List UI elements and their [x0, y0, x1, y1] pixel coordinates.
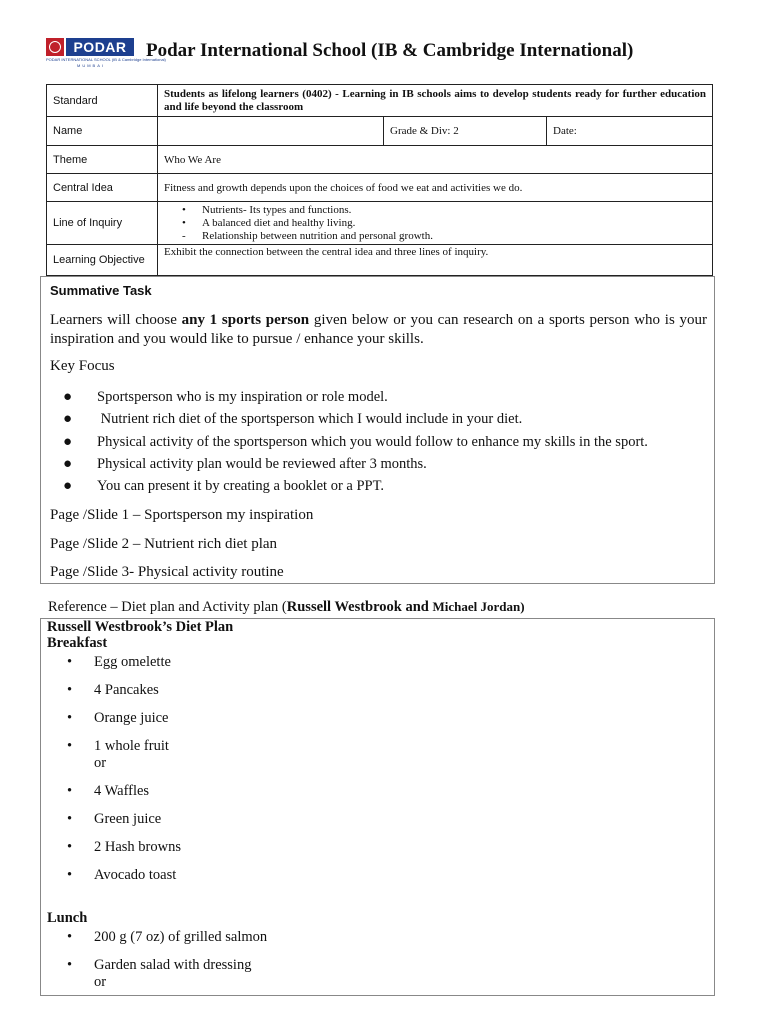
inquiry-list	[164, 204, 706, 243]
reference-line: Reference – Diet plan and Activity plan (Russell Westbrook and Michael Jordan)	[48, 599, 525, 615]
key-focus-item: ● Sportsperson who is my inspiration or role model.	[63, 389, 388, 405]
logo-subtitle: PODAR INTERNATIONAL SCHOOL (IB & Cambridge International)	[46, 57, 166, 62]
logo-emblem-icon	[46, 38, 64, 56]
or-connector: or	[94, 755, 107, 771]
slide-3-line: Page /Slide 3- Physical activity routine	[50, 564, 284, 580]
summative-intro: Learners will choose any 1 sports person given below or you can research on a sports person who is your inspiration and you would like to pursue / enhance your skills.	[50, 312, 707, 347]
school-name-title: Podar International School (IB & Cambridge International)	[146, 40, 634, 61]
line-of-inquiry-row	[47, 202, 713, 245]
learning-objective-value: Exhibit the connection between the central idea and three lines of inquiry.	[158, 245, 713, 276]
document-header	[46, 36, 736, 66]
central-idea-label: Central Idea	[47, 174, 158, 202]
bullet-icon: ●	[63, 478, 73, 495]
key-focus-item: ● Physical activity plan would be reviewed after 3 months.	[63, 455, 427, 472]
learning-objective-row	[47, 245, 713, 276]
standard-row	[47, 85, 713, 117]
theme-label: Theme	[47, 146, 158, 174]
key-focus-item: ● You can present it by creating a booklet or a PPT.	[63, 478, 384, 495]
inquiry-item: • Nutrients- Its types and functions.	[182, 203, 352, 216]
central-idea-row	[47, 174, 713, 202]
bullet-icon: ●	[63, 389, 73, 405]
key-focus-heading: Key Focus	[50, 358, 115, 374]
key-focus-item: ● Physical activity of the sportsperson which you would follow to enhance my skills in the sport.	[63, 433, 648, 450]
diet-plan-title: Russell Westbrook’s Diet Plan	[47, 619, 234, 635]
logo-brand-text: PODAR	[66, 38, 134, 56]
logo-city: MUMBAI	[77, 63, 105, 68]
info-table	[46, 84, 713, 276]
bullet-icon: ●	[63, 433, 73, 450]
school-logo	[46, 38, 166, 68]
slide-1-line: Page /Slide 1 – Sportsperson my inspiration	[50, 507, 314, 523]
bullet-icon: ●	[63, 411, 73, 428]
key-focus-item: ● Nutrient rich diet of the sportsperson which I would include in your diet.	[63, 411, 523, 428]
lunch-heading: Lunch	[47, 910, 88, 926]
diet-plan-box: Russell Westbrook’s Diet Plan Breakfast • Egg omelette • 4 Pancakes • Orange juice • 1 whole fruit or • 4 Waffles • Green juice • 2 Hash browns • Avocado toast Lunch • 200 g (7 oz) of grilled salmon • Garden salad with dressing or	[40, 618, 715, 996]
summative-task-title: Summative Task	[50, 283, 152, 298]
line-of-inquiry-value	[158, 202, 713, 245]
theme-value: Who We Are	[158, 146, 713, 174]
standard-label: Standard	[47, 85, 158, 117]
breakfast-heading: Breakfast	[47, 635, 108, 651]
inquiry-item: - Relationship between nutrition and personal growth.	[182, 229, 433, 242]
or-connector: or	[94, 974, 107, 990]
theme-row	[47, 146, 713, 174]
line-of-inquiry-label: Line of Inquiry	[47, 202, 158, 245]
date-field[interactable]: Date:	[547, 117, 713, 146]
name-label: Name	[47, 117, 158, 146]
learning-objective-label: Learning Objective	[47, 245, 158, 276]
name-field[interactable]	[158, 117, 384, 146]
standard-value: Students as lifelong learners (0402) - Learning in IB schools aims to develop students ready for further education and life beyond the classroom	[158, 85, 713, 117]
inquiry-item: • A balanced diet and healthy living.	[182, 216, 356, 229]
central-idea-value: Fitness and growth depends upon the choices of food we eat and activities we do.	[158, 174, 713, 202]
key-focus-list	[50, 387, 710, 498]
grade-div-field[interactable]: Grade & Div: 2	[384, 117, 547, 146]
slide-2-line: Page /Slide 2 – Nutrient rich diet plan	[50, 536, 278, 552]
intro-emphasis: any 1 sports person	[181, 312, 310, 328]
bullet-icon: ●	[63, 455, 73, 472]
summative-task-box	[40, 276, 715, 584]
name-row	[47, 117, 713, 146]
